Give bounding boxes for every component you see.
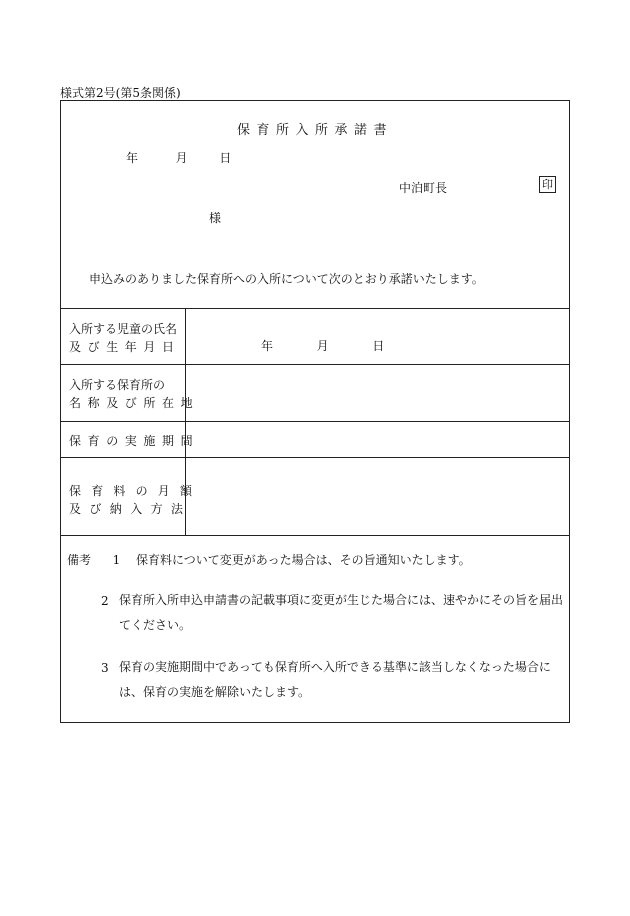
issuer-name: 中泊町長 bbox=[399, 181, 448, 195]
form-frame bbox=[60, 100, 570, 723]
divider bbox=[61, 364, 569, 365]
row-label-nursery bbox=[69, 376, 199, 412]
note-number: 1 bbox=[112, 553, 121, 567]
row-label-child-name bbox=[69, 320, 181, 356]
divider bbox=[61, 421, 569, 422]
issue-date bbox=[126, 149, 231, 166]
divider bbox=[61, 535, 569, 536]
note-text: 保育所入所申込申請書の記載事項に変更が生じた場合には、速やかにその旨を届出てください。 bbox=[119, 593, 564, 632]
note-number: 2 bbox=[101, 594, 109, 608]
row-label-line: 保育の実施期間 bbox=[69, 434, 200, 448]
notes-heading-text: 備考 bbox=[67, 553, 92, 567]
issue-month-label: 月 bbox=[175, 151, 188, 165]
row-label-line: 及び生年月日 bbox=[69, 340, 181, 354]
note-text: 保育の実施期間中であっても保育所へ入所できる基準に該当しなくなった場合には、保育の実施を解除いたします。 bbox=[119, 660, 551, 699]
row-label-line: 名称及び所在地 bbox=[69, 396, 200, 410]
row-label-period bbox=[69, 432, 199, 450]
row-label-line: 及び納入方法 bbox=[69, 502, 192, 516]
addressee-suffix: 様 bbox=[209, 211, 222, 225]
birth-month-label: 月 bbox=[316, 339, 329, 353]
row-label-line: 入所する保育所の bbox=[69, 378, 166, 392]
notes-heading bbox=[67, 551, 471, 568]
birth-day-label: 日 bbox=[372, 339, 385, 353]
note-number: 3 bbox=[101, 661, 109, 675]
seal-box: 印 bbox=[539, 176, 556, 193]
row-label-line: 保育料の月額 bbox=[69, 484, 203, 498]
row-label-line: 入所する児童の氏名 bbox=[69, 322, 178, 336]
divider bbox=[61, 308, 569, 309]
row-label-fee bbox=[69, 482, 202, 518]
birth-year-label: 年 bbox=[261, 339, 274, 353]
form-number-label: 様式第2号(第5条関係) bbox=[60, 86, 181, 100]
note-text: 保育料について変更があった場合は、その旨通知いたします。 bbox=[135, 553, 471, 567]
issue-year-label: 年 bbox=[126, 151, 139, 165]
divider bbox=[61, 457, 569, 458]
birth-date-field bbox=[261, 337, 384, 354]
form-title: 保育所入所承諾書 bbox=[236, 123, 393, 138]
approval-statement: 申込みのありました保育所への入所について次のとおり承諾いたします。 bbox=[89, 272, 484, 286]
issue-day-label: 日 bbox=[219, 151, 232, 165]
